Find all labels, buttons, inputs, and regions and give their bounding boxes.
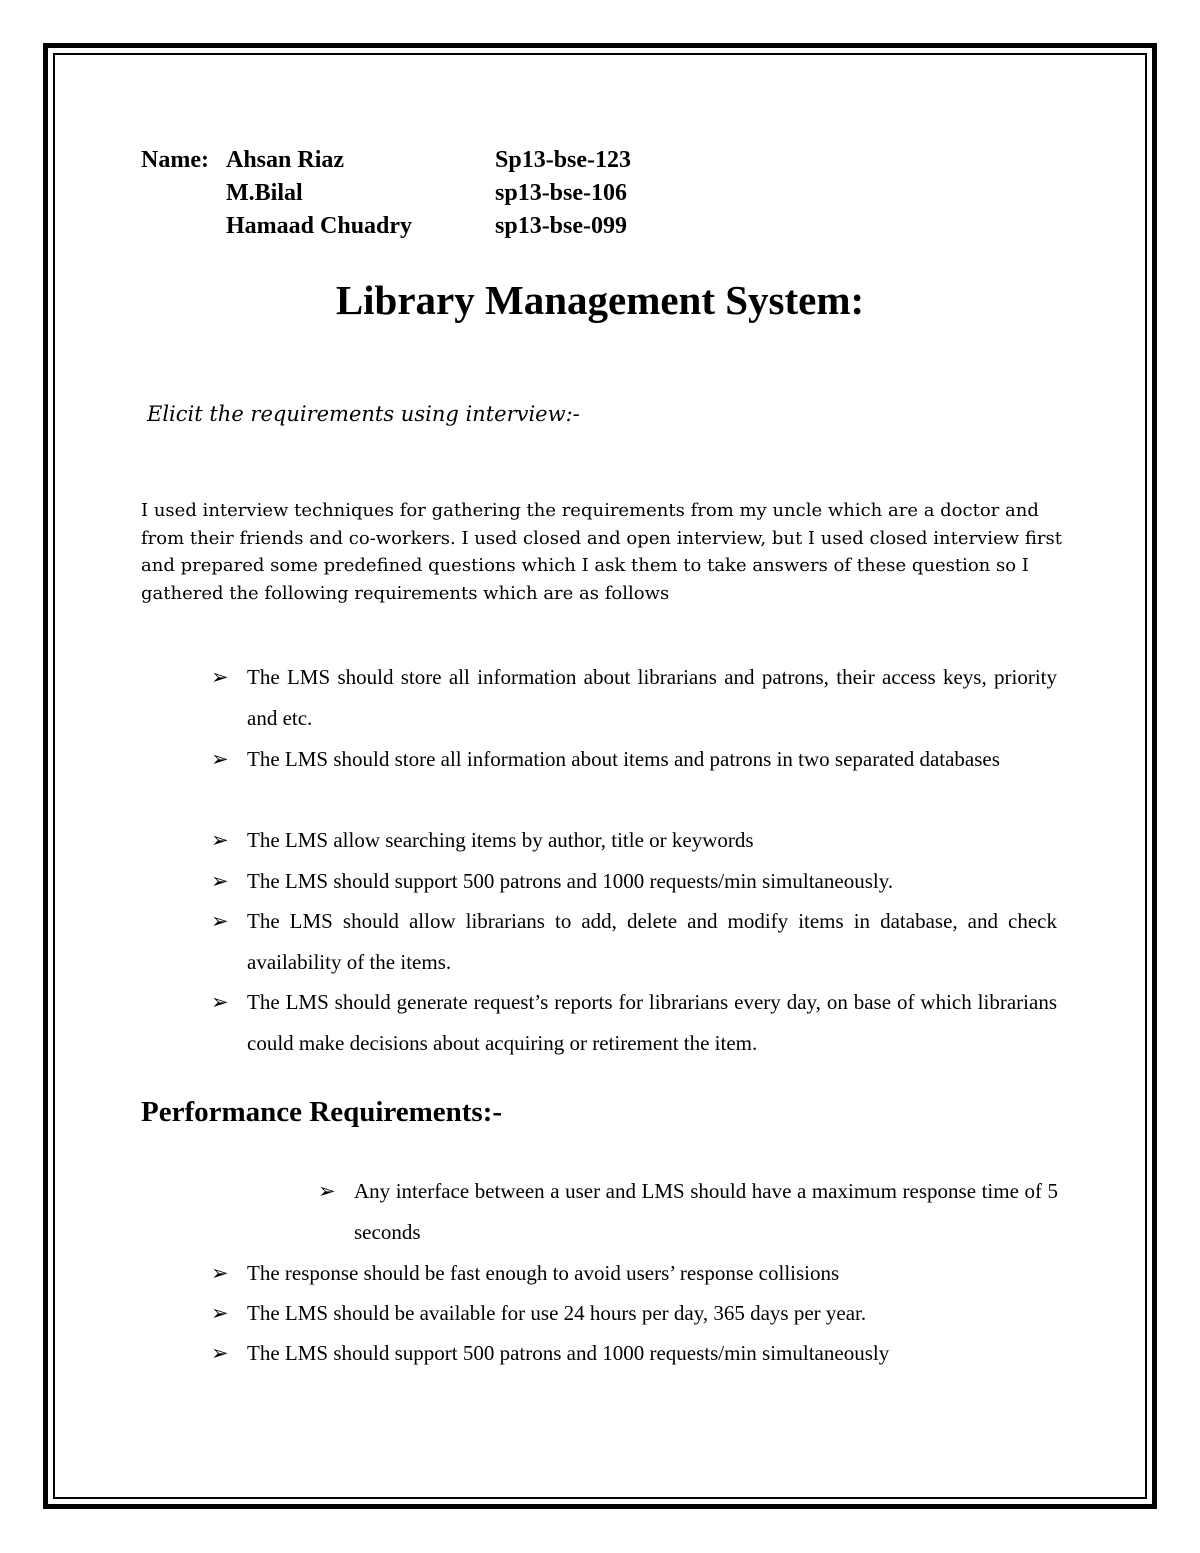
requirement-item: [211, 901, 1057, 983]
arrow-bullet-icon: ➢: [211, 990, 229, 1014]
arrow-bullet-icon: ➢: [211, 1341, 229, 1365]
performance-item: [211, 1253, 1057, 1294]
performance-item: [211, 1333, 1057, 1374]
arrow-bullet-icon: ➢: [211, 869, 229, 893]
requirement-item: [211, 861, 1057, 902]
arrow-bullet-icon: ➢: [211, 909, 229, 933]
performance-text: The LMS should support 500 patrons and 1000 requests/min simultaneously: [247, 1341, 890, 1365]
requirement-text: The LMS allow searching items by author, title or keywords: [247, 828, 754, 852]
author-name: Ahsan Riaz: [226, 147, 345, 173]
arrow-bullet-icon: ➢: [211, 747, 229, 771]
author-name: M.Bilal: [226, 180, 303, 206]
arrow-bullet-icon: ➢: [318, 1179, 336, 1203]
performance-item: [211, 1293, 1057, 1334]
performance-text: The LMS should be available for use 24 hours per day, 365 days per year.: [247, 1301, 867, 1325]
requirement-text: The LMS should store all information about items and patrons in two separated databases: [247, 747, 1000, 771]
section-subtitle: Elicit the requirements using interview:-: [147, 402, 580, 426]
arrow-bullet-icon: ➢: [211, 1301, 229, 1325]
performance-item: [318, 1171, 1058, 1253]
arrow-bullet-icon: ➢: [211, 665, 229, 689]
requirement-text: The LMS should support 500 patrons and 1000 requests/min simultaneously.: [247, 869, 894, 893]
requirement-item: [211, 739, 1057, 780]
name-label: Name:: [141, 147, 209, 173]
author-name: Hamaad Chuadry: [226, 213, 413, 239]
author-id: sp13-bse-106: [495, 180, 628, 206]
arrow-bullet-icon: ➢: [211, 828, 229, 852]
requirement-item: [211, 982, 1057, 1064]
intro-paragraph: I used interview techniques for gathering the requirements from my uncle which are a doctor and from their friends and co-workers. I used closed and open interview, but I used closed interview first and prepared some predefined questions which I ask them to take answers of these question so I gathered the following requirements which are as follows: [141, 500, 1062, 604]
author-id: Sp13-bse-123: [495, 147, 632, 173]
performance-text: The response should be fast enough to avoid users’ response collisions: [247, 1261, 840, 1285]
requirement-text: The LMS should allow librarians to add, delete and modify items in database, and check availability of the items.: [247, 909, 1057, 974]
arrow-bullet-icon: ➢: [211, 1261, 229, 1285]
performance-text: Any interface between a user and LMS should have a maximum response time of 5 seconds: [354, 1179, 1058, 1244]
performance-heading: Performance Requirements:-: [141, 1096, 503, 1128]
author-id: sp13-bse-099: [495, 213, 628, 239]
requirement-item: [211, 820, 1057, 861]
document-title: Library Management System:: [335, 277, 865, 323]
requirement-text: The LMS should generate request’s reports for librarians every day, on base of which librarians could make decisions about acquiring or retirement the item.: [247, 990, 1057, 1055]
requirement-item: [211, 657, 1057, 739]
requirement-text: The LMS should store all information about librarians and patrons, their access keys, priority and etc.: [247, 665, 1057, 730]
